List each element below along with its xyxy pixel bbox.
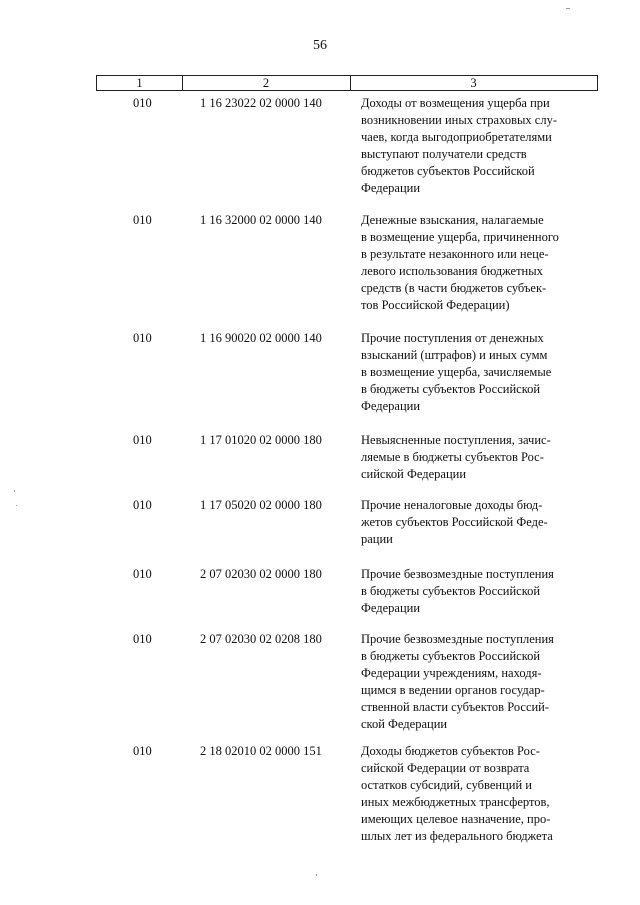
description-line: Доходы бюджетов субъектов Рос- xyxy=(361,744,540,758)
admin-code-cell: 010 xyxy=(133,96,152,110)
budget-code-cell: 2 18 02010 02 0000 151 xyxy=(200,744,322,758)
description-line: Прочие безвозмездные поступления xyxy=(361,567,554,581)
admin-code-cell: 010 xyxy=(133,567,152,581)
description-line: рации xyxy=(361,532,393,546)
description-line: Федерации учреждениям, находя- xyxy=(361,666,542,680)
admin-code-cell: 010 xyxy=(133,331,152,345)
description-line: сийской Федерации от возврата xyxy=(361,761,530,775)
budget-code-cell: 1 17 01020 02 0000 180 xyxy=(200,433,322,447)
description-cell xyxy=(361,212,597,314)
budget-code-cell: 2 07 02030 02 0000 180 xyxy=(200,567,322,581)
description-line: жетов субъектов Российской Феде- xyxy=(361,515,548,529)
admin-code-cell: 010 xyxy=(133,213,152,227)
admin-code-cell: 010 xyxy=(133,433,152,447)
scan-speck xyxy=(16,505,17,506)
description-line: выступают получатели средств xyxy=(361,147,527,161)
description-line: ской Федерации xyxy=(361,717,448,731)
description-line: имеющих целевое назначение, про- xyxy=(361,812,551,826)
description-line: Невыясненные поступления, зачис- xyxy=(361,433,551,447)
admin-code-cell: 010 xyxy=(133,744,152,758)
description-line: в бюджеты субъектов Российской xyxy=(361,649,541,663)
description-line: Прочие безвозмездные поступления xyxy=(361,632,554,646)
budget-code-cell: 1 17 05020 02 0000 180 xyxy=(200,498,322,512)
column-header-3: 3 xyxy=(470,76,477,90)
admin-code-cell: 010 xyxy=(133,498,152,512)
description-line: Прочие неналоговые доходы бюд- xyxy=(361,498,543,512)
description-line: в бюджеты субъектов Российской xyxy=(361,584,541,598)
scan-speck xyxy=(566,8,570,9)
description-line: Федерации xyxy=(361,181,421,195)
description-line: взысканий (штрафов) и иных сумм xyxy=(361,348,548,362)
column-header-1: 1 xyxy=(97,76,183,90)
description-line: возникновении иных страховых слу- xyxy=(361,113,557,127)
description-cell xyxy=(361,432,597,483)
description-line: в результате незаконного или неце- xyxy=(361,247,549,261)
description-line: остатков субсидий, субвенций и xyxy=(361,778,532,792)
budget-code-cell: 1 16 32000 02 0000 140 xyxy=(200,213,322,227)
description-cell xyxy=(361,743,597,845)
description-line: в бюджеты субъектов Российской xyxy=(361,382,541,396)
column-header-2: 2 xyxy=(182,76,351,90)
budget-code-cell: 2 07 02030 02 0208 180 xyxy=(200,632,322,646)
description-line: в возмещение ущерба, причиненного xyxy=(361,230,559,244)
page-number: 56 xyxy=(313,38,327,53)
description-line: Доходы от возмещения ущерба при xyxy=(361,96,550,110)
description-line: левого использования бюджетных xyxy=(361,264,543,278)
table-header xyxy=(96,75,598,91)
description-cell xyxy=(361,566,597,617)
budget-code-cell: 1 16 23022 02 0000 140 xyxy=(200,96,322,110)
description-cell xyxy=(361,95,597,197)
description-line: в возмещение ущерба, зачисляемые xyxy=(361,365,552,379)
description-line: ляемые в бюджеты субъектов Рос- xyxy=(361,450,544,464)
description-line: чаев, когда выгодоприобретателями xyxy=(361,130,552,144)
description-line: шлых лет из федерального бюджета xyxy=(361,829,553,843)
description-line: сийской Федерации xyxy=(361,467,467,481)
budget-code-cell: 1 16 90020 02 0000 140 xyxy=(200,331,322,345)
description-cell xyxy=(361,497,597,548)
description-cell xyxy=(361,330,597,415)
description-line: средств (в части бюджетов субъек- xyxy=(361,281,547,295)
description-line: тов Российской Федерации) xyxy=(361,298,510,312)
description-line: иных межбюджетных трансфертов, xyxy=(361,795,550,809)
description-line: щимся в ведении органов государ- xyxy=(361,683,545,697)
description-line: ственной власти субъектов Россий- xyxy=(361,700,550,714)
scan-speck xyxy=(14,490,15,492)
description-cell xyxy=(361,631,597,733)
description-line: Прочие поступления от денежных xyxy=(361,331,544,345)
description-line: Федерации xyxy=(361,601,421,615)
description-line: Денежные взыскания, налагаемые xyxy=(361,213,544,227)
description-line: бюджетов субъектов Российской xyxy=(361,164,535,178)
scan-speck xyxy=(316,874,317,876)
admin-code-cell: 010 xyxy=(133,632,152,646)
description-line: Федерации xyxy=(361,399,421,413)
